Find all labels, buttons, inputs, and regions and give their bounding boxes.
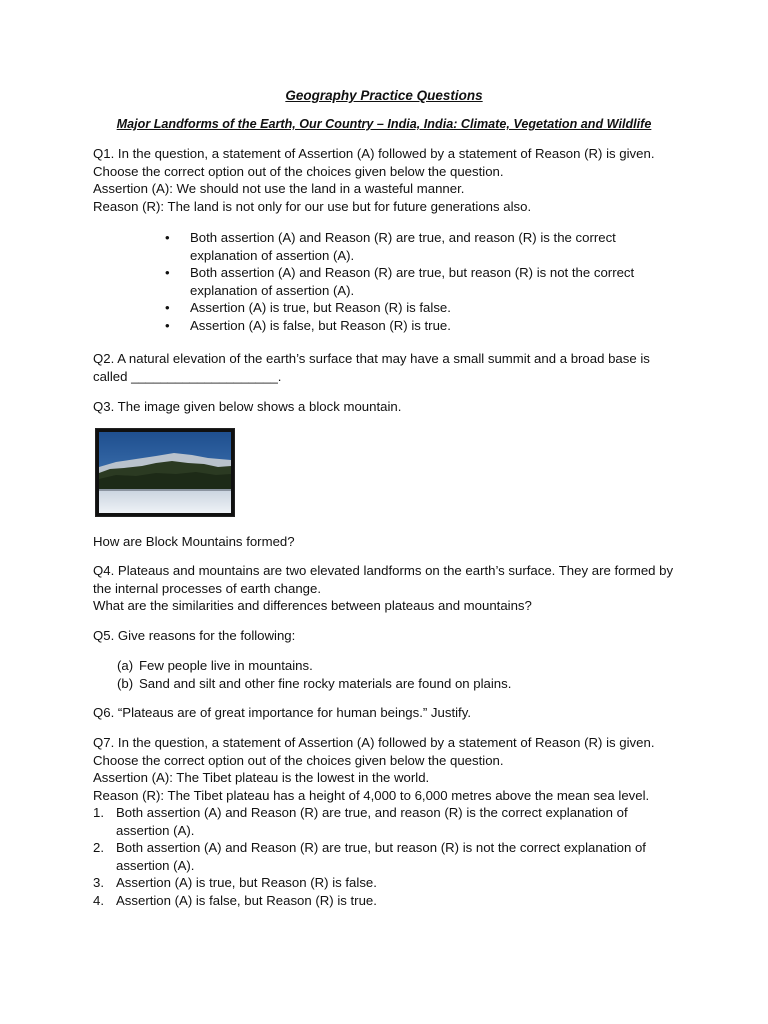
question-1 — [93, 145, 683, 215]
bullet-icon: • — [165, 300, 170, 315]
question-1-options — [93, 229, 683, 334]
list-item: • Assertion (A) is false, but Reason (R) is true. — [165, 317, 451, 333]
list-item: (b) Sand and silt and other fine rocky materials are found on plains. — [117, 675, 512, 691]
bullet-icon: • — [165, 317, 170, 333]
page-title: Geography Practice Questions — [285, 88, 483, 103]
question-5-items — [93, 657, 683, 692]
block-mountain-image — [95, 428, 235, 517]
question-7 — [93, 734, 683, 909]
list-item: • Assertion (A) is true, but Reason (R) is false. — [165, 300, 451, 315]
question-2 — [93, 350, 683, 385]
list-item: 2. Both assertion (A) and Reason (R) are true, but reason (R) is not the correct explanation of assertion (A). — [93, 840, 646, 873]
question-7-reason: Reason (R): The Tibet plateau has a height of 4,000 to 6,000 metres above the mean sea level. — [93, 787, 650, 803]
list-item: 3. Assertion (A) is true, but Reason (R) is false. — [93, 875, 377, 890]
question-7-prompt: Q7. In the question, a statement of Assertion (A) followed by a statement of Reason (R) is given. Choose the correct option out of the choices given below the question. — [93, 735, 655, 768]
question-5-text: Q5. Give reasons for the following: — [93, 628, 296, 643]
question-7-assertion: Assertion (A): The Tibet plateau is the lowest in the world. — [93, 770, 430, 785]
question-1-assertion: Assertion (A): We should not use the land in a wasteful manner. — [93, 181, 465, 196]
question-6 — [93, 704, 683, 722]
question-3-follow-up — [93, 533, 683, 551]
question-5 — [93, 627, 683, 645]
list-item: (a) Few people live in mountains. — [117, 658, 313, 673]
bullet-icon: • — [165, 265, 170, 280]
question-3-follow-up-text: How are Block Mountains formed? — [93, 534, 295, 549]
list-item: • Both assertion (A) and Reason (R) are true, but reason (R) is not the correct explanation of assertion (A). — [165, 265, 635, 298]
question-3 — [93, 398, 683, 416]
question-4-prompt: Q4. Plateaus and mountains are two elevated landforms on the earth’s surface. They are formed by the internal processes of earth change. — [93, 563, 674, 596]
question-3-text: Q3. The image given below shows a block mountain. — [93, 399, 402, 414]
list-item: 4. Assertion (A) is false, but Reason (R) is true. — [93, 892, 377, 908]
list-item: • Both assertion (A) and Reason (R) are true, and reason (R) is the correct explanation of assertion (A). — [165, 230, 616, 263]
bullet-icon: • — [165, 230, 170, 245]
list-item: 1. Both assertion (A) and Reason (R) are true, and reason (R) is the correct explanation of assertion (A). — [93, 805, 628, 838]
page-subtitle: Major Landforms of the Earth, Our Country – India, India: Climate, Vegetation and Wildlife — [116, 117, 652, 131]
question-1-reason: Reason (R): The land is not only for our use but for future generations also. — [93, 198, 532, 214]
question-4 — [93, 562, 683, 615]
question-4-question: What are the similarities and differences between plateaus and mountains? — [93, 598, 532, 613]
question-1-prompt: Q1. In the question, a statement of Assertion (A) followed by a statement of Reason (R) is given. Choose the correct option out of the choices given below the question. — [93, 146, 655, 179]
question-6-text: Q6. “Plateaus are of great importance for human beings.” Justify. — [93, 705, 471, 720]
question-7-options — [93, 804, 683, 909]
question-2-text: Q2. A natural elevation of the earth’s surface that may have a small summit and a broad base is called ____________________. — [93, 351, 650, 384]
